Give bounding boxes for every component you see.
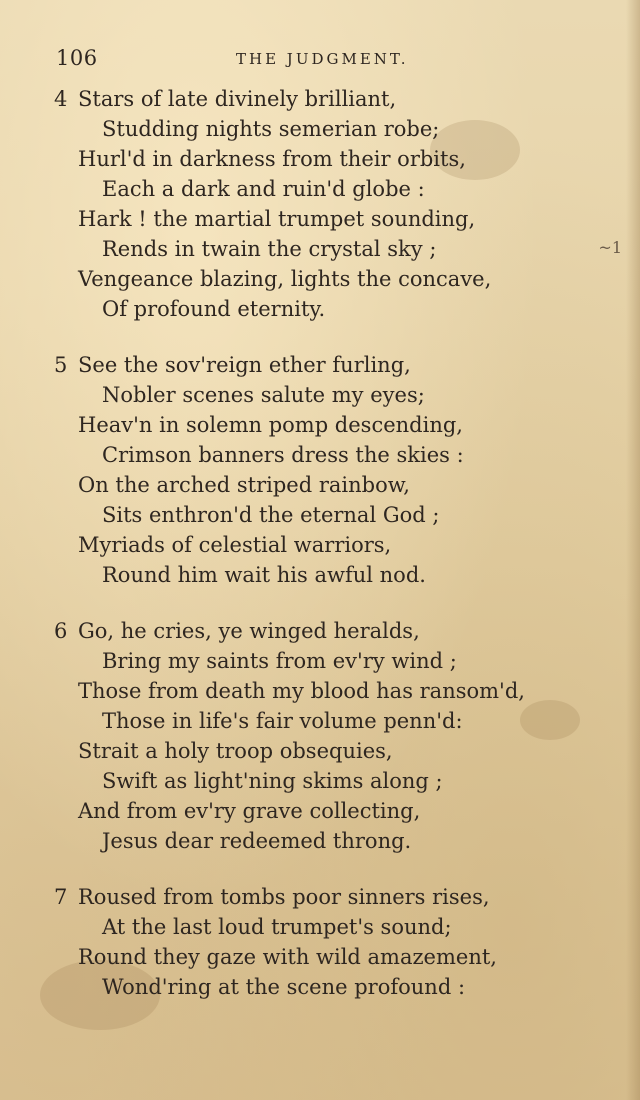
verse-line bbox=[54, 84, 514, 114]
verse-text: Go, he cries, ye winged heralds, bbox=[78, 619, 420, 643]
verse-line: Round him wait his awful nod. bbox=[102, 563, 426, 587]
verse-line: Studding nights semerian robe; bbox=[102, 117, 440, 141]
verse-line: Nobler scenes salute my eyes; bbox=[102, 383, 425, 407]
verse-line: Heav'n in solemn pomp descending, bbox=[78, 413, 463, 437]
stanza-number: 7 bbox=[54, 885, 68, 909]
verse-line: Those from death my blood has ransom'd, bbox=[78, 679, 525, 703]
verse-text: Stars of late divinely brilliant, bbox=[78, 87, 397, 111]
verse-line: Strait a holy troop obsequies, bbox=[78, 739, 393, 763]
verse-line bbox=[54, 882, 514, 912]
verse-line: And from ev'ry grave collecting, bbox=[78, 799, 421, 823]
verse-text: Roused from tombs poor sinners rises, bbox=[78, 885, 490, 909]
verse-line: At the last loud trumpet's sound; bbox=[102, 915, 452, 939]
verse-line bbox=[54, 616, 514, 646]
verse-line bbox=[54, 350, 514, 380]
verse-line: Bring my saints from ev'ry wind ; bbox=[102, 649, 457, 673]
page-number: 106 bbox=[56, 46, 98, 70]
stanza-4 bbox=[54, 84, 514, 324]
verse-line: Each a dark and ruin'd globe : bbox=[102, 177, 425, 201]
verse-line: Those in life's fair volume penn'd: bbox=[102, 709, 463, 733]
verse-line: On the arched striped rainbow, bbox=[78, 473, 410, 497]
paper-stain bbox=[520, 700, 580, 740]
margin-mark: ~1 bbox=[598, 238, 622, 257]
verse-line: Swift as light'ning skims along ; bbox=[102, 769, 443, 793]
stanza-number: 5 bbox=[54, 353, 68, 377]
stanza-number: 6 bbox=[54, 619, 68, 643]
verse-line: Vengeance blazing, lights the concave, bbox=[78, 267, 492, 291]
running-head: THE JUDGMENT. bbox=[236, 50, 409, 68]
verse-line: Rends in twain the crystal sky ; bbox=[102, 237, 437, 261]
verse-line: Jesus dear redeemed throng. bbox=[102, 829, 412, 853]
stanza-number: 4 bbox=[54, 87, 68, 111]
verse-line: Hark ! the martial trumpet sounding, bbox=[78, 207, 476, 231]
verse-line: Hurl'd in darkness from their orbits, bbox=[78, 147, 466, 171]
verse-line: Of profound eternity. bbox=[102, 297, 326, 321]
stanza-6 bbox=[54, 616, 525, 856]
verse-line: Crimson banners dress the skies : bbox=[102, 443, 464, 467]
verse-line: Round they gaze with wild amazement, bbox=[78, 945, 497, 969]
verse-text: See the sov'reign ether furling, bbox=[78, 353, 411, 377]
stanza-5 bbox=[54, 350, 514, 590]
verse-line: Wond'ring at the scene profound : bbox=[102, 975, 466, 999]
page-edge-shadow bbox=[626, 0, 640, 1100]
page-header bbox=[56, 46, 436, 76]
verse-line: Myriads of celestial warriors, bbox=[78, 533, 392, 557]
verse-line: Sits enthron'd the eternal God ; bbox=[102, 503, 440, 527]
stanza-7 bbox=[54, 882, 514, 1002]
